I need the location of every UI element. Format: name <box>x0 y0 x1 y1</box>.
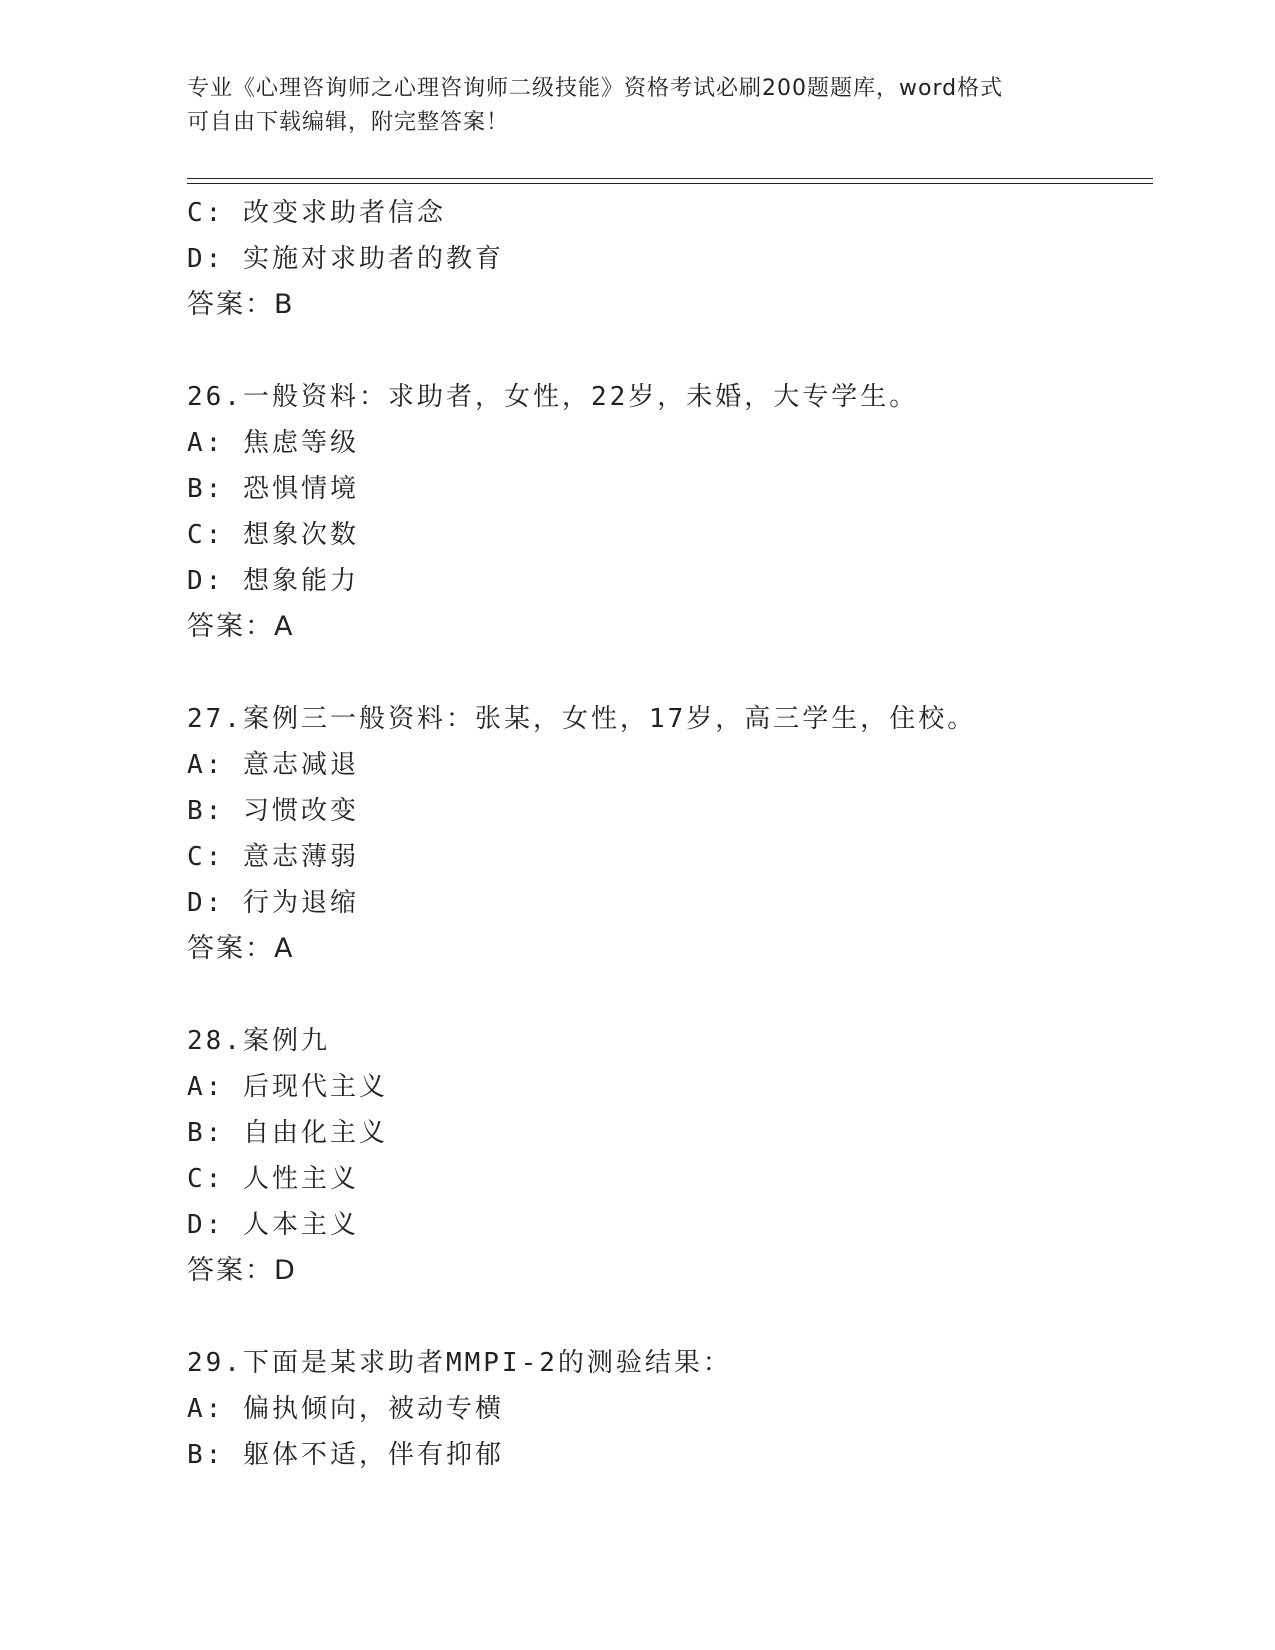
option-line: D: 人本主义 <box>187 1210 359 1240</box>
answer-line: 答案：D <box>187 1255 297 1286</box>
spacer <box>187 328 1147 374</box>
option-line: B: 躯体不适，伴有抑郁 <box>187 1440 504 1470</box>
header-divider-bottom <box>187 183 1153 184</box>
answer-line: 答案：A <box>187 611 295 642</box>
option-line: D: 想象能力 <box>187 566 359 596</box>
spacer <box>187 650 1147 696</box>
question-stem: 28.案例九 <box>187 1026 330 1056</box>
question-stem: 29.下面是某求助者MMPI-2的测验结果： <box>187 1348 732 1378</box>
option-line: C: 想象次数 <box>187 520 359 550</box>
question-stem: 26.一般资料：求助者，女性，22岁，未婚，大专学生。 <box>187 382 919 412</box>
option-line: C: 意志薄弱 <box>187 842 359 872</box>
spacer <box>187 972 1147 1018</box>
answer-line: 答案：A <box>187 933 295 964</box>
answer-line: 答案：B <box>187 289 295 320</box>
option-line: A: 偏执倾向，被动专横 <box>187 1394 504 1424</box>
question-list <box>187 190 1147 1478</box>
question-stem: 27.案例三一般资料：张某，女性，17岁，高三学生，住校。 <box>187 704 977 734</box>
option-line: B: 习惯改变 <box>187 796 359 826</box>
option-line: A: 后现代主义 <box>187 1072 388 1102</box>
option-line: A: 焦虑等级 <box>187 428 359 458</box>
option-line: C: 改变求助者信念 <box>187 198 446 228</box>
option-line: D: 行为退缩 <box>187 888 359 918</box>
header-divider-top <box>187 178 1153 179</box>
header-line-2: 可自由下载编辑，附完整答案！ <box>187 110 510 135</box>
option-line: A: 意志减退 <box>187 750 359 780</box>
option-line: B: 自由化主义 <box>187 1118 388 1148</box>
document-header <box>187 72 1087 140</box>
spacer <box>187 1294 1147 1340</box>
header-line-1: 专业《心理咨询师之心理咨询师二级技能》资格考试必刷200题题库，word格式 <box>187 76 1004 101</box>
option-line: D: 实施对求助者的教育 <box>187 244 504 274</box>
option-line: C: 人性主义 <box>187 1164 359 1194</box>
option-line: B: 恐惧情境 <box>187 474 359 504</box>
